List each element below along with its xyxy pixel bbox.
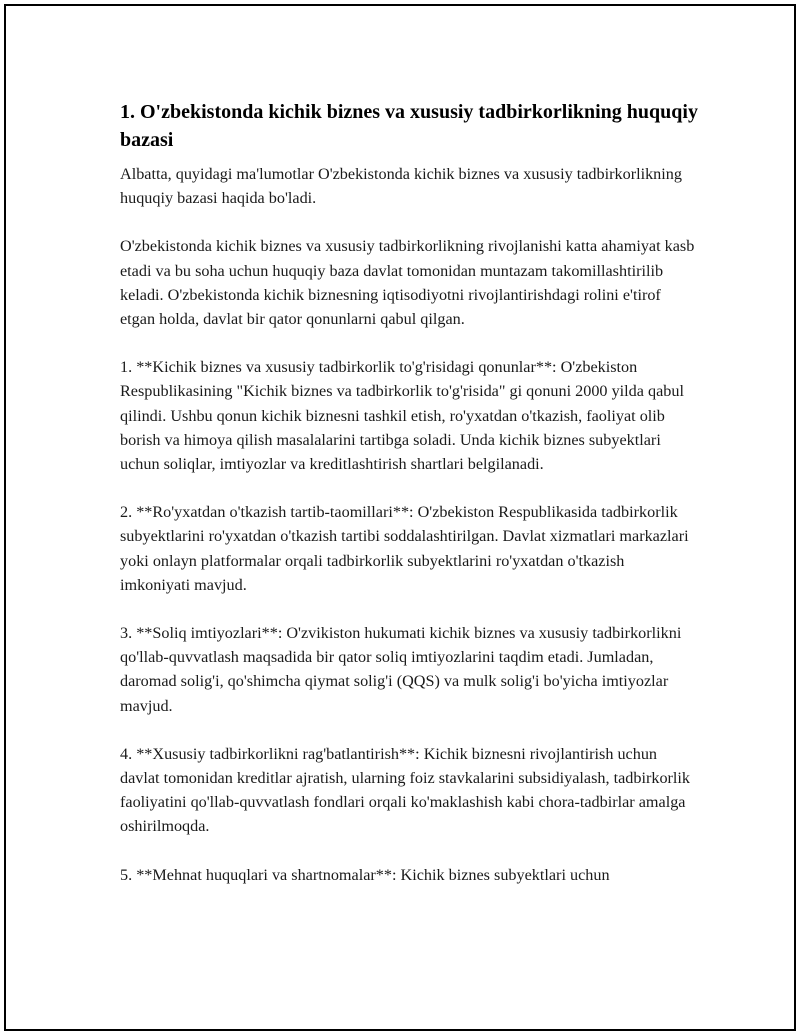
intro-paragraph: Albatta, quyidagi ma'lumotlar O'zbekistonda kichik biznes va xususiy tadbirkorlikning huquqiy bazasi haqida bo'ladi. — [120, 165, 682, 208]
list-item-labor-rights: 5. **Mehnat huquqlari va shartnomalar**: Kichik biznes subyektlari uchun — [120, 865, 610, 884]
document-body — [120, 98, 698, 911]
list-item-laws: 1. **Kichik biznes va xususiy tadbirkorlik to'g'risidagi qonunlar**: O'zbekiston Respublikasining "Kichik biznes va tadbirkorlik to'g'risida" gi qonuni 2000 yilda qabul qilindi. Ushbu qonun kichik biznesni tashkil etish, ro'yxatdan o'tkazish, faoliyat olib borish va himoya qilish masalalarini tartibga soladi. Unda kichik biznes subyektlari uchun soliqlar, imtiyozlar va kreditlashtirish shartlari belgilanadi. — [120, 358, 684, 474]
document-title: 1. O'zbekistonda kichik biznes va xususiy tadbirkorlikning huquqiy bazasi — [120, 101, 698, 151]
list-item-tax-benefits: 3. **Soliq imtiyozlari**: O'zvikiston hukumati kichik biznes va xususiy tadbirkorlikni qo'llab-quvvatlash maqsadida bir qator soliq imtiyozlarini taqdim etadi. Jumladan, daromad solig'i, qo'shimcha qiymat solig'i (QQS) va mulk solig'i bo'yicha imtiyozlar mavjud. — [120, 624, 682, 715]
overview-paragraph: O'zbekistonda kichik biznes va xususiy tadbirkorlikning rivojlanishi katta ahamiyat kasb etadi va bu soha uchun huquqiy baza davlat tomonidan muntazam takomillashtirilib keladi. O'zbekistonda kichik biznesning iqtisodiyotni rivojlantirishdagi rolini e'tirof etgan holda, davlat bir qator qonunlarni qabul qilgan. — [120, 237, 695, 329]
document-page — [4, 4, 796, 1031]
list-item-registration: 2. **Ro'yxatdan o'tkazish tartib-taomillari**: O'zbekiston Respublikasida tadbirkorlik subyektlarini ro'yxatdan o'tkazish tartibi soddalashtirilgan. Davlat xizmatlari markazlari yoki onlayn platformalar orqali tadbirkorlik subyektlarini ro'yxatdan o'tkazish imkoniyati mavjud. — [120, 503, 689, 594]
list-item-incentives: 4. **Xususiy tadbirkorlikni rag'batlantirish**: Kichik biznesni rivojlantirish uchun davlat tomonidan kreditlar ajratish, ularning foiz stavkalarini subsidiyalash, tadbirkorlik faoliyatini qo'llab-quvvatlash fondlari orqali ko'maklashish kabi chora-tadbirlar amalga oshirilmoqda. — [120, 744, 691, 836]
